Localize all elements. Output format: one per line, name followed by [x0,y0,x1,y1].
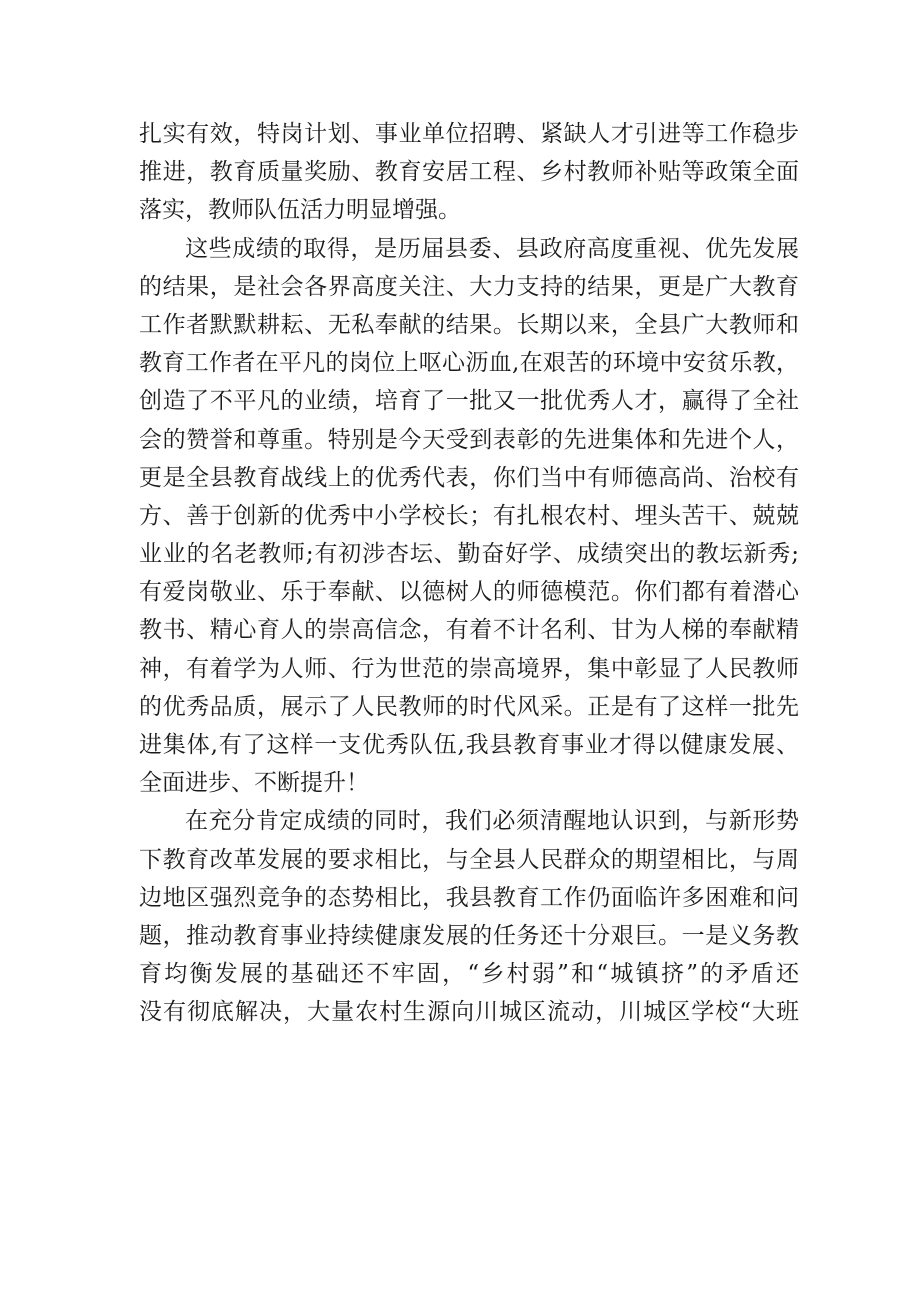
text-line: 下教育改革发展的要求相比，与全县人民群众的期望相比，与周 [139,846,800,873]
text-line: 育均衡发展的基础还不牢固，“乡村弱”和“城镇挤”的矛盾还 [139,961,802,988]
text-line: 全面进步、不断提升！ [139,770,369,797]
text-line: 教书、精心育人的崇高信念，有着不计名利、甘为人梯的奉献精 [139,617,800,644]
text-line: 有爱岗敬业、乐于奉献、以德树人的师德模范。你们都有着潜心 [139,579,800,606]
text-line: 边地区强烈竞争的态势相比，我县教育工作仍面临许多困难和问 [139,884,800,911]
text-line: 推进，教育质量奖励、教育安居工程、乡村教师补贴等政策全面 [139,159,800,186]
text-line: 教育工作者在平凡的岗位上呕心沥血,在艰苦的环境中安贫乐教， [139,350,800,377]
text-line: 题，推动教育事业持续健康发展的任务还十分艰巨。一是义务教 [139,922,800,949]
text-line: 扎实有效，特岗计划、事业单位招聘、紧缺人才引进等工作稳步 [139,121,800,147]
text-line: 在充分肯定成绩的同时，我们必须清醒地认识到，与新形势 [185,808,800,835]
text-line: 落实，教师队伍活力明显增强。 [139,197,461,224]
document-body [139,115,802,1032]
text-line: 的结果，是社会各界高度关注、大力支持的结果，更是广大教育 [139,273,800,300]
text-line: 会的赞誉和尊重。特别是今天受到表彰的先进集体和先进个人， [139,426,800,453]
text-line: 工作者默默耕耘、无私奉献的结果。长期以来，全县广大教师和 [139,311,800,338]
text-line: 方、善于创新的优秀中小学校长；有扎根农村、埋头苦干、兢兢 [139,502,800,529]
text-line: 没有彻底解决，大量农村生源向川城区流动，川城区学校“大班 [139,999,801,1026]
text-line: 进集体,有了这样一支优秀队伍,我县教育事业才得以健康发展、 [139,732,800,758]
text-line: 更是全县教育战线上的优秀代表，你们当中有师德高尚、治校有 [139,464,800,491]
text-line: 的优秀品质，展示了人民教师的时代风采。正是有了这样一批先 [139,693,800,720]
text-line: 这些成绩的取得，是历届县委、县政府高度重视、优先发展 [185,235,800,262]
text-line: 神，有着学为人师、行为世范的崇高境界，集中彰显了人民教师 [139,655,800,682]
text-line: 业业的名老教师;有初涉杏坛、勤奋好学、成绩突出的教坛新秀; [139,541,800,568]
text-line: 创造了不平凡的业绩，培育了一批又一批优秀人才，赢得了全社 [139,388,800,415]
